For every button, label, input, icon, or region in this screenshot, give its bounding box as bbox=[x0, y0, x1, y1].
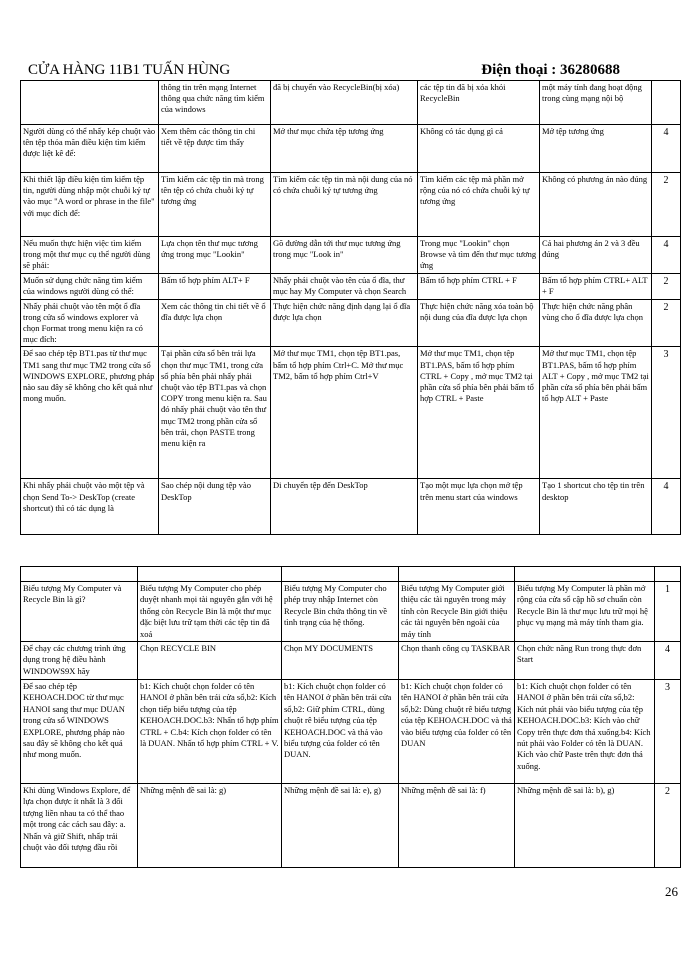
table-row bbox=[21, 299, 681, 347]
table-row bbox=[21, 642, 681, 680]
option-1-cell: Tại phần cửa sổ bên trái lựa chọn thư mục TM1, trong cửa sổ phía bên phải nhấy phải chuột vào tệp BT1.pas và chọn COPY trong menu kiện ra. Sau đó nhấy phải chuột vào tên thư mục TM2 trong phần cửa sổ bên trái, chọn PASTE trong menu kiện ra bbox=[159, 347, 271, 479]
table-row bbox=[21, 567, 681, 582]
question-cell: Muốn sử dụng chức năng tìm kiếm của windows người dùng có thể: bbox=[21, 273, 159, 299]
option-3-cell: Thực hiện chức năng xóa toàn bộ nội dung của đĩa được lựa chọn bbox=[418, 299, 540, 347]
question-cell: Người dùng có thể nhấy kép chuột vào tên tệp thỏa mãn điều kiện tìm kiếm được liệt kê để: bbox=[21, 125, 159, 173]
option-1-cell: b1: Kích chuột chọn folder có tên HANOI ở phần bên trái cửa sổ,b2: Kích chọn tiếp biểu tượng của tệp KEHOACH.DOC.b3: Nhấn tổ hợp phím CTRL + C.b4: Kích chọn folder có tên là DUAN. Nhấn tổ hợp phím CTRL + V. bbox=[138, 680, 282, 784]
answer-cell: 1 bbox=[655, 582, 681, 642]
option-3-cell: Trong mục "Lookin" chọn Browse và tìm đến thư mục tương ứng bbox=[418, 237, 540, 274]
option-1-cell bbox=[138, 567, 282, 582]
option-3-cell: Bấm tổ hợp phím CTRL + F bbox=[418, 273, 540, 299]
option-3-cell: Mở thư mục TM1, chọn tệp BT1.PAS, bấm tổ hợp phím CTRL + Copy , mở mục TM2 tại phần cửa sổ phía bên phải bấm tổ hợp CTRL + Paste bbox=[418, 347, 540, 479]
option-1-cell: Lựa chọn tên thư mục tương ứng trong mục "Lookin" bbox=[159, 237, 271, 274]
option-4-cell: Mở thư mục TM1, chọn tệp BT1.PAS, bấm tổ hợp phím ALT + Copy , mở mục TM2 tại phần cửa sổ phía bên phải bấm tổ hợp ALT + Paste bbox=[540, 347, 652, 479]
answer-cell: 4 bbox=[652, 479, 681, 535]
option-4-cell: Chọn chức năng Run trong thực đơn Start bbox=[515, 642, 655, 680]
option-2-cell: Thực hiện chức năng định dạng lại ổ đĩa được lựa chọn bbox=[271, 299, 418, 347]
option-4-cell: Cả hai phương án 2 và 3 đều đúng bbox=[540, 237, 652, 274]
table-row bbox=[21, 680, 681, 784]
table-row bbox=[21, 81, 681, 125]
question-cell: Nếu muốn thực hiện việc tìm kiếm trong một thư mục cụ thể người dùng sẽ phải: bbox=[21, 237, 159, 274]
table-row bbox=[21, 784, 681, 868]
option-3-cell: Những mệnh đề sai là: f) bbox=[399, 784, 515, 868]
answer-cell: 2 bbox=[655, 784, 681, 868]
phone-number: Điện thoại : 36280688 bbox=[481, 62, 620, 78]
shop-name: CỬA HÀNG 11B1 TUẤN HÙNG bbox=[28, 62, 231, 78]
option-4-cell bbox=[515, 567, 655, 582]
answer-cell: 4 bbox=[652, 125, 681, 173]
answer-cell bbox=[652, 81, 681, 125]
question-cell: Khi thiết lập điều kiện tìm kiếm tệp tin, người dùng nhập một chuỗi ký tự vào mục "A word or phrase in the file" với mục đích để: bbox=[21, 173, 159, 237]
question-cell: Khi dùng Windows Explore, để lựa chọn được ít nhất là 3 đối tượng liền nhau ta có thể thao một trong các cách sau đây: a. Nhấn và giữ Shift, nhấp trái chuột vào đối tượng đầu rồi bbox=[21, 784, 138, 868]
option-1-cell: Biểu tượng My Computer cho phép duyệt nhanh mọi tài nguyên gắn với hệ thống còn Recycle Bin là một thư mục đặc biệt lưu trữ tạm thời các tệp tin đã xoá bbox=[138, 582, 282, 642]
option-2-cell: Mở thư mục TM1, chọn tệp BT1.pas, bấm tổ hợp phím Ctrl+C. Mở thư mục TM2, bấm tổ hợp phím Ctrl+V bbox=[271, 347, 418, 479]
answer-cell: 2 bbox=[652, 299, 681, 347]
option-1-cell: Tìm kiếm các tệp tin mà trong tên tệp có chứa chuỗi ký tự tương ứng bbox=[159, 173, 271, 237]
option-3-cell: Tìm kiếm các tệp mà phần mở rộng của nó có chứa chuỗi ký tự tương ứng bbox=[418, 173, 540, 237]
option-3-cell: Không có tác dụng gì cả bbox=[418, 125, 540, 173]
question-cell: Khi nhấy phải chuột vào một tệp và chọn Send To-> DeskTop (create shortcut) thì có tác dụng là bbox=[21, 479, 159, 535]
option-2-cell: Biểu tượng My Computer cho phép truy nhập Internet còn Recycle Bin chứa thông tin về tình trạng của hệ thống. bbox=[282, 582, 399, 642]
question-cell: Biểu tượng My Computer và Recycle Bin là gì? bbox=[21, 582, 138, 642]
option-2-cell bbox=[282, 567, 399, 582]
answer-cell: 3 bbox=[655, 680, 681, 784]
table-row bbox=[21, 479, 681, 535]
question-cell: Để sao chép tệp KEHOACH.DOC từ thư mục HANOI sang thư mục DUAN trong cửa sổ WINDOWS EXPLORE, phương pháp nào sau đây sẽ không cho kết quả như mong muốn. bbox=[21, 680, 138, 784]
option-1-cell: Sao chép nội dung tệp vào DeskTop bbox=[159, 479, 271, 535]
option-1-cell: Những mệnh đề sai là: g) bbox=[138, 784, 282, 868]
option-2-cell: Chọn MY DOCUMENTS bbox=[282, 642, 399, 680]
answer-cell bbox=[655, 567, 681, 582]
question-cell bbox=[21, 567, 138, 582]
option-4-cell: Không có phương án nào đúng bbox=[540, 173, 652, 237]
option-4-cell: Thực hiện chức năng phân vùng cho ổ đĩa được lựa chọn bbox=[540, 299, 652, 347]
option-4-cell: b1: Kích chuột chọn folder có tên HANOI ở phần bên trái cửa sổ,b2: Kích nút phải vào biểu tượng của tệp KEHOACH.DOC.b3: Kích vào chữ Copy trên thực đơn thả xuống.b4: Kích nút phải vào Folder có tên là DUAN. Kích vào chữ Paste trên thực đơn thả xuống. bbox=[515, 680, 655, 784]
answer-cell: 2 bbox=[652, 173, 681, 237]
answer-cell: 3 bbox=[652, 347, 681, 479]
option-2-cell: Những mệnh đề sai là: e), g) bbox=[282, 784, 399, 868]
question-table-2-body bbox=[21, 567, 681, 868]
table-row bbox=[21, 173, 681, 237]
option-3-cell: các tệp tin đã bị xóa khỏi RecycleBin bbox=[418, 81, 540, 125]
option-4-cell: Những mệnh đề sai là: b), g) bbox=[515, 784, 655, 868]
option-4-cell: một máy tính đang hoạt động trong cùng mạng nội bộ bbox=[540, 81, 652, 125]
option-1-cell: Bấm tổ hợp phím ALT+ F bbox=[159, 273, 271, 299]
option-2-cell: b1: Kích chuột chọn folder có tên HANOI ở phần bên trái cửa sổ,b2: Giữ phím CTRL, dùng chuột rê biểu tượng của tệp KEHOACH.DOC và thả vào biểu tượng của folder có tên DUAN. bbox=[282, 680, 399, 784]
option-2-cell: đã bị chuyển vào RecycleBin(bị xóa) bbox=[271, 81, 418, 125]
question-table-1 bbox=[20, 80, 681, 535]
answer-cell: 4 bbox=[652, 237, 681, 274]
option-3-cell: Biểu tượng My Computer giới thiệu các tài nguyên trong máy tính còn Recycle Bin giới thiệu các tài nguyên bên ngoài của máy tính bbox=[399, 582, 515, 642]
option-2-cell: Nhấy phải chuột vào tên của ổ đĩa, thư mục hay My Computer và chọn Search bbox=[271, 273, 418, 299]
option-4-cell: Bấm tổ hợp phím CTRL+ ALT + F bbox=[540, 273, 652, 299]
question-table-2 bbox=[20, 566, 681, 868]
answer-cell: 2 bbox=[652, 273, 681, 299]
answer-cell: 4 bbox=[655, 642, 681, 680]
question-cell: Để chạy các chương trình ứng dụng trong hệ điều hành WINDOWS9X hãy bbox=[21, 642, 138, 680]
table-row bbox=[21, 582, 681, 642]
question-table-1-body bbox=[21, 81, 681, 535]
question-cell bbox=[21, 81, 159, 125]
table-row bbox=[21, 273, 681, 299]
option-2-cell: Gõ đường dẫn tới thư mục tương ứng trong mục "Look in" bbox=[271, 237, 418, 274]
option-4-cell: Mở tệp tương ứng bbox=[540, 125, 652, 173]
option-1-cell: Chọn RECYCLE BIN bbox=[138, 642, 282, 680]
page-header bbox=[20, 62, 680, 82]
option-3-cell: b1: Kích chuột chọn folder có tên HANOI ở phần bên trái cửa sổ,b2: Dùng chuột rê biểu tượng của tệp KEHOACH.DOC và thả vào biểu tượng của folder có tên DUAN bbox=[399, 680, 515, 784]
option-3-cell: Chọn thanh công cụ TASKBAR bbox=[399, 642, 515, 680]
option-1-cell: Xem các thông tin chi tiết về ổ đĩa được lựa chọn bbox=[159, 299, 271, 347]
option-2-cell: Di chuyển tệp đến DeskTop bbox=[271, 479, 418, 535]
option-3-cell: Tạo một mục lựa chọn mở tệp trên menu start của windows bbox=[418, 479, 540, 535]
option-2-cell: Mở thư mục chứa tệp tương ứng bbox=[271, 125, 418, 173]
table-row bbox=[21, 125, 681, 173]
option-4-cell: Biểu tượng My Computer là phần mở rộng của cửa sổ cập hồ sơ chuẩn còn Recycle Bin là thư mục lưu trữ mọi hệ phục vụ mạng mà máy tính tham gia. bbox=[515, 582, 655, 642]
option-3-cell bbox=[399, 567, 515, 582]
question-cell: Nhấy phải chuột vào tên một ổ đĩa trong cửa sổ windows explorer và chọn Format trong menu kiện ra có mục đích: bbox=[21, 299, 159, 347]
table-row bbox=[21, 237, 681, 274]
table-row bbox=[21, 347, 681, 479]
option-1-cell: Xem thêm các thông tin chi tiết về tệp được tìm thấy bbox=[159, 125, 271, 173]
question-cell: Để sao chép tệp BT1.pas từ thư mục TM1 sang thư mục TM2 trong cửa sổ WINDOWS EXPLORE, phương pháp nào sau đây sẽ không cho kết quả như mong muốn. bbox=[21, 347, 159, 479]
page-number: 26 bbox=[665, 884, 678, 899]
option-4-cell: Tạo 1 shortcut cho tệp tin trên desktop bbox=[540, 479, 652, 535]
option-1-cell: thông tin trên mạng Internet thông qua chức năng tìm kiếm của windows bbox=[159, 81, 271, 125]
option-2-cell: Tìm kiếm các tệp tin mà nội dung của nó có chứa chuỗi ký tự tương ứng bbox=[271, 173, 418, 237]
